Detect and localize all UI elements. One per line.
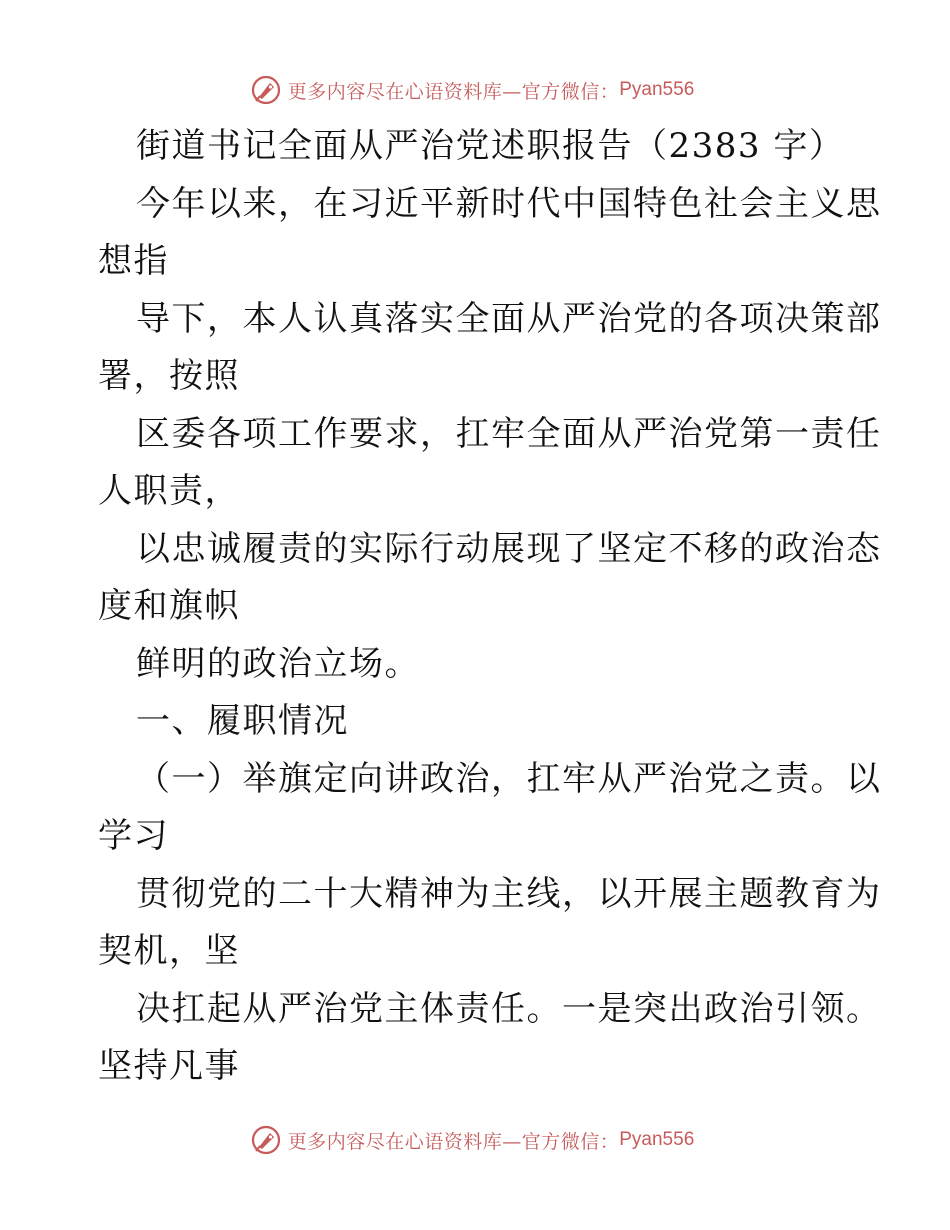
text-line: 贯彻党的二十大精神为主线，以开展主题教育为 [136, 873, 882, 914]
watermark-text: 更多内容尽在心语资料库—官方微信： [287, 80, 620, 103]
document-body [98, 118, 882, 1096]
text-line: 导下，本人认真落实全面从严治党的各项决策部 [136, 298, 882, 339]
text-line: 学习 [98, 816, 169, 856]
text-line: 人职责， [98, 471, 240, 511]
text-line: 署，按照 [98, 356, 240, 396]
text-line: 度和旗帜 [98, 586, 240, 626]
watermark-wechat-id: Pyan556 [619, 1129, 695, 1150]
text-line: 今年以来，在习近平新时代中国特色社会主义思 [136, 183, 882, 224]
document-title: 街道书记全面从严治党述职报告（2383 字） [136, 126, 845, 166]
watermark-text: 更多内容尽在心语资料库—官方微信： [287, 1130, 620, 1153]
text-line: 想指 [98, 241, 169, 281]
text-line: 坚持凡事 [98, 1046, 240, 1086]
text-line: 以忠诚履责的实际行动展现了坚定不移的政治态 [136, 528, 882, 569]
watermark-wechat-id: Pyan556 [619, 79, 695, 100]
text-line: 区委各项工作要求，扛牢全面从严治党第一责任 [136, 413, 882, 454]
text-line: 契机，坚 [98, 931, 240, 971]
footer-watermark [0, 1120, 950, 1160]
text-line: 鲜明的政治立场。 [136, 643, 420, 684]
text-line: 一、履职情况 [136, 701, 349, 741]
header-watermark [0, 70, 950, 110]
fountain-pen-logo-icon [250, 1124, 282, 1156]
text-line: 决扛起从严治党主体责任。一是突出政治引领。 [136, 988, 882, 1029]
text-line: （一）举旗定向讲政治，扛牢从严治党之责。以 [136, 758, 882, 799]
fountain-pen-logo-icon [250, 74, 282, 106]
